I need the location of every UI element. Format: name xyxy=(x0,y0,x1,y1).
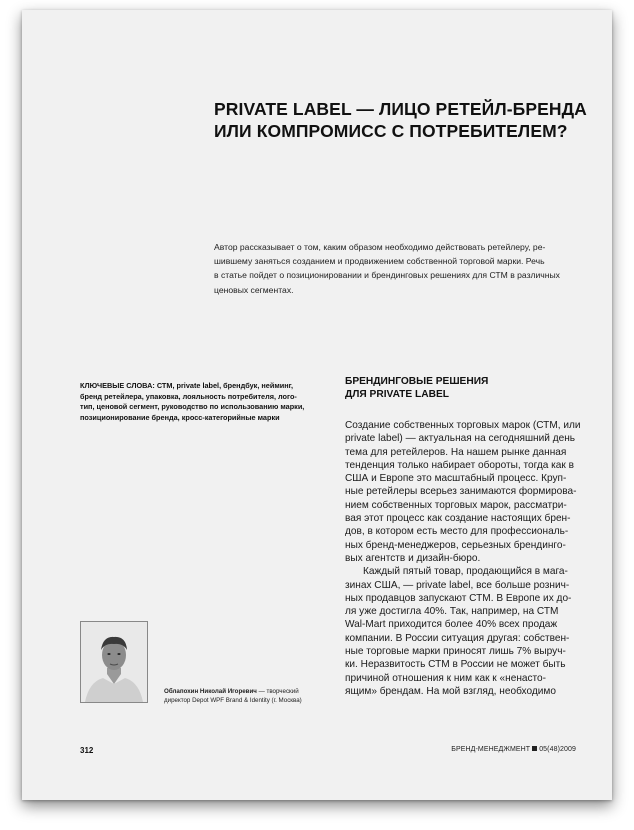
body-line: ные ретейлеры всерьез занимаются формирова- xyxy=(345,486,577,498)
article-title xyxy=(214,98,594,142)
body-line: зинах США, — private label, все больше рознич- xyxy=(345,579,570,591)
body-line: Создание собственных торговых марок (СТМ, или xyxy=(345,420,581,431)
title-line: PRIVATE LABEL — ЛИЦО РЕТЕЙЛ-БРЕНДА xyxy=(214,99,587,119)
keywords-line: КЛЮЧЕВЫЕ СЛОВА: СТМ, private label, брендбук, нейминг, xyxy=(80,381,294,390)
magazine-name: БРЕНД-МЕНЕДЖМЕНТ xyxy=(451,746,531,753)
issue-number: 05(48)2009 xyxy=(539,746,576,753)
body-line: ля уже достигла 40%. Так, например, на СТМ xyxy=(345,606,559,618)
article-lead xyxy=(214,240,599,297)
body-line: дов, в котором есть место для профессиональ- xyxy=(345,526,569,538)
keywords-line: тип, ценовой сегмент, руководство по использованию марки, xyxy=(80,402,305,412)
section-heading xyxy=(345,375,595,401)
body-line: private label) — актуальная на сегодняшний день xyxy=(345,433,576,445)
magazine-page xyxy=(22,10,612,800)
square-bullet-icon xyxy=(532,746,537,751)
lead-line: шившему заняться созданием и продвижением собственной торговой марки. Речь xyxy=(214,256,545,267)
keywords-block xyxy=(80,381,320,423)
author-portrait-icon xyxy=(81,622,147,702)
article-body xyxy=(345,419,595,698)
body-line: ки. Неразвитость СТМ в России не может быть xyxy=(345,659,566,671)
author-photo xyxy=(80,621,148,703)
lead-line: в статье пойдет о позиционировании и брендинговых решениях для СТМ в различных xyxy=(214,270,560,281)
page-number: 312 xyxy=(80,746,94,755)
body-line: нием собственных торговых марок, рассматри- xyxy=(345,499,567,511)
author-caption-line xyxy=(164,687,344,696)
body-line: Wal-Mart приходится более 40% всех продаж xyxy=(345,619,558,631)
author-name: Облапохин Николай Игоревич xyxy=(164,688,257,695)
title-line: ИЛИ КОМПРОМИСС С ПОТРЕБИТЕЛЕМ? xyxy=(214,121,568,141)
keywords-line: позиционирование бренда, кросс-категорийные марки xyxy=(80,412,280,422)
body-line: США и Европе это масштабный процесс. Круп- xyxy=(345,473,567,485)
body-line: вых агентств и дизайн-бюро. xyxy=(345,552,481,564)
body-line: тема для ретейлеров. На нашем рынке данная xyxy=(345,446,567,458)
body-line: ные торговые марки приносят лишь 7% выруч- xyxy=(345,646,566,658)
body-line: ящим» брендам. На мой взгляд, необходимо xyxy=(345,685,556,697)
keywords-line: бренд ретейлера, упаковка, лояльность потребителя, лого- xyxy=(80,391,297,401)
lead-line: ценовых сегментах. xyxy=(214,284,294,295)
body-line: компании. В России ситуация другая: собствен- xyxy=(345,632,570,644)
body-line: причиной отношения к ним как к «ненасто- xyxy=(345,672,547,684)
body-line: тенденция только набирает обороты, тогда как в xyxy=(345,459,574,471)
body-line: Каждый пятый товар, продающийся в мага- xyxy=(363,566,568,578)
section-heading-line: ДЛЯ PRIVATE LABEL xyxy=(345,389,449,400)
author-caption xyxy=(164,687,344,706)
author-role-line: директор Depot WPF Brand & Identity (г. Москва) xyxy=(164,697,302,705)
author-role-start: — творческий xyxy=(256,688,299,695)
running-footer xyxy=(451,746,576,753)
body-line: вая этот процесс как создание настоящих брен- xyxy=(345,513,571,525)
section-heading-line: БРЕНДИНГОВЫЕ РЕШЕНИЯ xyxy=(345,376,489,387)
body-line: ных бренд-менеджеров, серьезных брендинго- xyxy=(345,539,566,551)
body-line: ных продавцов запускают СТМ. В Европе их до- xyxy=(345,592,572,604)
lead-line: Автор рассказывает о том, каким образом необходимо действовать ретейлеру, ре- xyxy=(214,242,546,252)
